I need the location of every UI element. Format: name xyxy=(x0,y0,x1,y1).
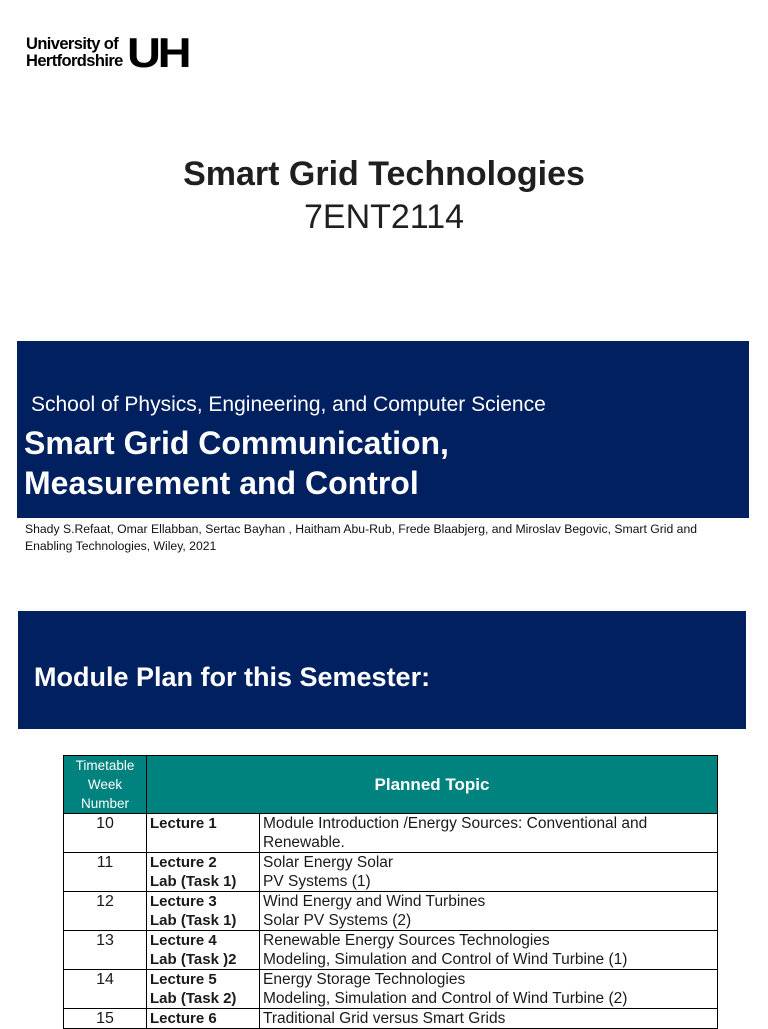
table-body xyxy=(64,814,718,1029)
topic-label: Renewable Energy Sources Technologies xyxy=(263,932,550,949)
table-row xyxy=(64,853,718,892)
topic-label: PV Systems (1) xyxy=(263,873,371,890)
reference-citation: Shady S.Refaat, Omar Ellabban, Sertac Bayhan , Haitham Abu-Rub, Frede Blaabjerg, and Miroslav Begovic, Smart Grid and Enabling Technologies, Wiley, 2021 xyxy=(25,522,698,553)
school-name: School of Physics, Engineering, and Computer Science xyxy=(31,393,546,416)
topic-cell xyxy=(260,970,718,1009)
header-topic: Planned Topic xyxy=(147,756,718,814)
topic-label: Traditional Grid versus Smart Grids xyxy=(263,1010,506,1027)
university-logo xyxy=(26,29,188,76)
session-label: Lecture 3 xyxy=(150,893,217,910)
topic-cell xyxy=(260,814,718,853)
session-cell xyxy=(147,814,260,853)
logo-mark: UH xyxy=(126,29,188,76)
week-number-cell: 14 xyxy=(64,970,147,1009)
table-row xyxy=(64,1009,718,1029)
session-cell xyxy=(147,1009,260,1029)
course-code: 7ENT2114 xyxy=(303,198,465,236)
session-label: Lab (Task 2) xyxy=(150,990,237,1007)
topic-cell xyxy=(260,931,718,970)
week-number-cell: 11 xyxy=(64,853,147,892)
module-plan-banner xyxy=(18,611,746,729)
session-label: Lab (Task 1) xyxy=(150,873,237,890)
topic-label: Wind Energy and Wind Turbines xyxy=(263,893,486,910)
week-number-cell: 10 xyxy=(64,814,147,853)
session-label: Lecture 1 xyxy=(150,815,217,832)
table-row xyxy=(64,814,718,853)
topic-label: Modeling, Simulation and Control of Wind Turbine (1) xyxy=(263,951,628,968)
section-heading-line2: Measurement and Control xyxy=(24,465,419,501)
logo-text-line1: University of xyxy=(26,35,119,53)
topic-label: Module Introduction /Energy Sources: Conventional and Renewable. xyxy=(263,815,648,851)
week-number-cell: 15 xyxy=(64,1009,147,1029)
course-title: Smart Grid Technologies xyxy=(183,155,585,193)
table-row xyxy=(64,931,718,970)
logo-wordmark xyxy=(26,36,123,70)
topic-cell xyxy=(260,892,718,931)
session-label: Lab (Task )2 xyxy=(150,951,237,968)
topic-cell xyxy=(260,1009,718,1029)
session-cell xyxy=(147,970,260,1009)
module-plan-heading: Module Plan for this Semester: xyxy=(34,662,431,692)
session-cell xyxy=(147,931,260,970)
topic-cell xyxy=(260,853,718,892)
session-label: Lecture 6 xyxy=(150,1010,217,1027)
section-banner xyxy=(17,341,749,518)
session-label: Lecture 2 xyxy=(150,854,217,871)
session-label: Lecture 5 xyxy=(150,971,217,988)
table-row xyxy=(64,970,718,1009)
topic-label: Modeling, Simulation and Control of Wind Turbine (2) xyxy=(263,990,628,1007)
topic-label: Solar PV Systems (2) xyxy=(263,912,412,929)
session-cell xyxy=(147,892,260,931)
topic-label: Energy Storage Technologies xyxy=(263,971,466,988)
module-plan-table xyxy=(63,755,718,1029)
header-week: Timetable Week Number xyxy=(64,756,147,814)
session-cell xyxy=(147,853,260,892)
section-heading xyxy=(24,423,449,503)
logo-text-line2: Hertfordshire xyxy=(26,52,123,70)
section-heading-line1: Smart Grid Communication, xyxy=(24,425,449,461)
week-number-cell: 13 xyxy=(64,931,147,970)
table-header-row xyxy=(64,756,718,814)
week-number-cell: 12 xyxy=(64,892,147,931)
table-row xyxy=(64,892,718,931)
topic-label: Solar Energy Solar xyxy=(263,854,394,871)
session-label: Lab (Task 1) xyxy=(150,912,237,929)
session-label: Lecture 4 xyxy=(150,932,217,949)
